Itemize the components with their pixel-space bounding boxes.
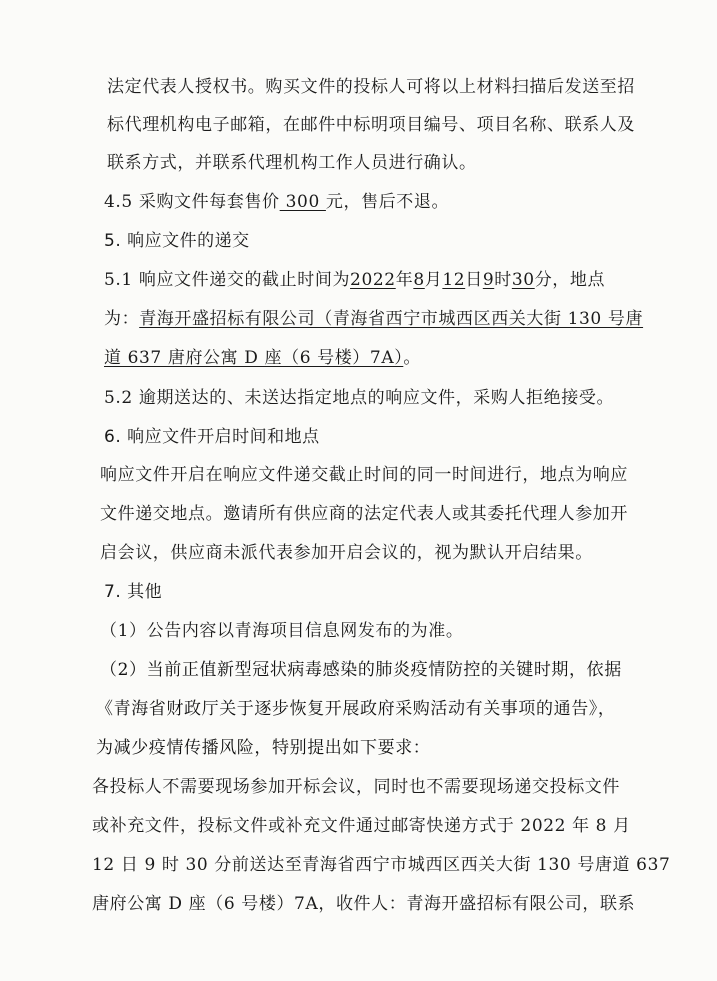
deadline-label: 5.1 响应文件递交的截止时间为 [104, 270, 351, 290]
paragraph-line: 法定代表人授权书。购买文件的投标人可将以上材料扫描后发送至招 [107, 77, 635, 97]
paragraph-line: 《青海省财政厅关于逐步恢复开展政府采购活动有关事项的通告》， [96, 699, 616, 719]
address-label: 为： [104, 309, 140, 329]
deadline-day: 12 [442, 270, 466, 290]
paragraph-line: 或补充文件，投标文件或补充文件通过邮寄快递方式于 2022 年 8 月 [92, 816, 631, 836]
paragraph-line: 5.2 逾期送达的、未送达指定地点的响应文件，采购人拒绝接受。 [104, 388, 615, 408]
address-line [104, 346, 421, 370]
price-value: 300 [279, 192, 326, 212]
deadline-year: 2022 [350, 270, 396, 290]
deadline-month: 8 [413, 270, 425, 290]
price-label: 4.5 采购文件每套售价 [104, 192, 280, 212]
address-line [104, 307, 643, 331]
deadline-line [104, 268, 605, 292]
deadline-minute: 30 [511, 270, 535, 290]
text: 年 [395, 270, 414, 290]
paragraph-line: 12 日 9 时 30 分前送达至青海省西宁市城西区西关大街 130 号唐道 637 [92, 855, 671, 875]
section-heading-6: 6. 响应文件开启时间和地点 [104, 427, 320, 447]
paragraph-line: 标代理机构电子邮箱，在邮件中标明项目编号、项目名称、联系人及 [107, 115, 635, 135]
address-value: 青海开盛招标有限公司（青海省西宁市城西区西关大街 130 号唐 [139, 309, 644, 329]
deadline-hour: 9 [482, 270, 495, 290]
text: 分，地点 [534, 270, 606, 290]
paragraph-line: 启会议，供应商未派代表参加开启会议的，视为默认开启结果。 [100, 543, 593, 563]
text: 。 [403, 348, 421, 368]
section-heading-5: 5. 响应文件的递交 [104, 231, 250, 251]
paragraph-line: 文件递交地点。邀请所有供应商的法定代表人或其委托代理人参加开 [100, 504, 628, 524]
paragraph-line: 响应文件开启在响应文件递交截止时间的同一时间进行，地点为响应 [100, 465, 628, 485]
address-value: 道 637 唐府公寓 D 座（6 号楼）7A） [104, 348, 404, 368]
section-heading-7: 7. 其他 [104, 582, 163, 602]
paragraph-line: 为减少疫情传播风险，特别提出如下要求： [96, 738, 431, 758]
paragraph-line: 唐府公寓 D 座（6 号楼）7A，收件人：青海开盛招标有限公司，联系 [92, 894, 636, 914]
text: 日 [465, 270, 483, 290]
price-line [104, 190, 449, 214]
list-item: （1）公告内容以青海项目信息网发布的为准。 [100, 621, 464, 641]
text: 月 [424, 270, 443, 290]
paragraph-line: 联系方式，并联系代理机构工作人员进行确认。 [107, 153, 477, 173]
paragraph-line: 各投标人不需要现场参加开标会议，同时也不需要现场递交投标文件 [92, 777, 620, 797]
list-item: （2）当前正值新型冠状病毒感染的肺炎疫情防控的关键时期，依据 [100, 660, 622, 680]
price-suffix: 元，售后不退。 [325, 192, 450, 212]
text: 时 [494, 270, 512, 290]
